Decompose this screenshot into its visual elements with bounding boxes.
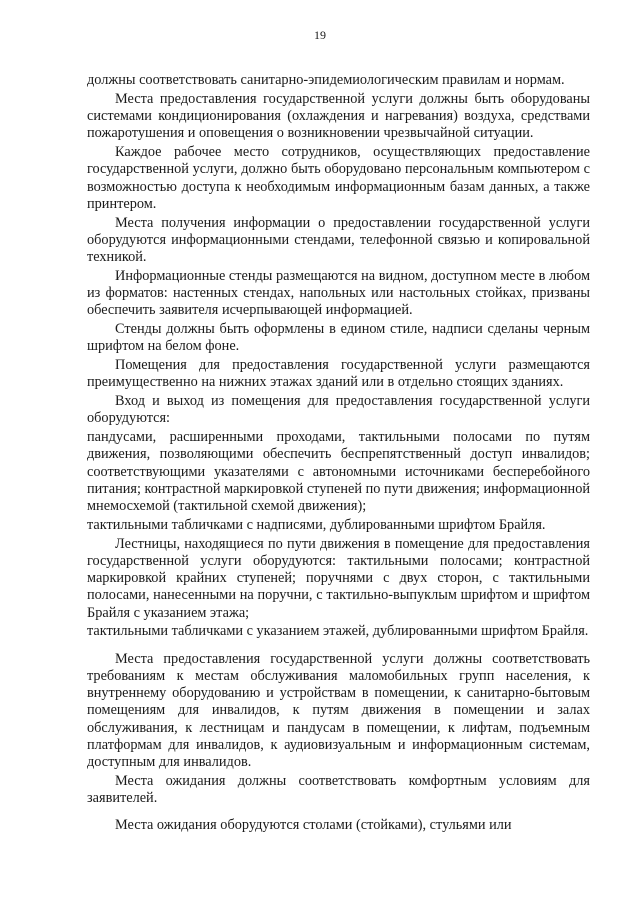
- paragraph: Информационные стенды размещаются на видном, доступном месте в любом из форматов: настенных стендах, напольных или настольных стойках, призваны обеспечить заявителя исчерпывающей информацией.: [87, 267, 590, 319]
- paragraph: Места ожидания должны соответствовать комфортным условиям для заявителей.: [87, 772, 590, 806]
- paragraph: должны соответствовать санитарно-эпидемиологическим правилам и нормам.: [87, 72, 565, 88]
- paragraph: тактильными табличками с надписями, дублированными шрифтом Брайля.: [87, 516, 546, 533]
- paragraph: Вход и выход из помещения для предоставления государственной услуги оборудуются:: [87, 393, 590, 427]
- paragraph: Лестницы, находящиеся по пути движения в помещение для предоставления государственной услуги оборудуются: тактильными полосами; контрастной маркировкой крайних ступеней; поручнями с двух сторон, с тактильными полосами, нанесенными на поручни, с тактильно-выпуклым шрифтом и шрифтом Брайля с указанием этажа;: [87, 535, 590, 621]
- paragraph: тактильными табличками с указанием этажей, дублированными шрифтом Брайля.: [87, 623, 589, 640]
- paragraph: Места получения информации о предоставлении государственной услуги оборудуются информационными стендами, телефонной связью и копировальной техникой.: [87, 214, 590, 265]
- paragraph: Каждое рабочее место сотрудников, осуществляющих предоставление государственной услуги, должно быть оборудовано персональным компьютером с возможностью доступа к необходимым информационным базам данных, а также принтером.: [87, 144, 590, 212]
- paragraph: пандусами, расширенными проходами, тактильными полосами по путям движения, позволяющими обеспечить беспрепятственный доступ инвалидов; соответствующими указателями с автономными источниками бесперебойного питания; контрастной маркировкой ступеней по пути движения; информационной мнемосхемой (тактильной схемой движения);: [87, 429, 590, 514]
- page-number: 19: [314, 28, 326, 42]
- document-body: [87, 72, 590, 836]
- paragraph: Места предоставления государственной услуги должны быть оборудованы системами кондиционирования (охлаждения и нагревания) воздуха, средствами пожаротушения и оповещения о возникновении чрезвычайной ситуации.: [87, 90, 590, 142]
- paragraph: Помещения для предоставления государственной услуги размещаются преимущественно на нижних этажах зданий или в отдельно стоящих зданиях.: [87, 357, 590, 391]
- paragraph: Места предоставления государственной услуги должны соответствовать требованиям к местам обслуживания маломобильных групп населения, к внутреннему оборудованию и устройствам в помещении, к санитарно-бытовым помещениям для инвалидов, к путям движения в помещении и залах обслуживания, к лестницам и пандусам в помещении, к лифтам, подъемным платформам для инвалидов, к аудиовизуальным и информационным системам, доступным для инвалидов.: [87, 650, 590, 770]
- paragraph: Места ожидания оборудуются столами (стойками), стульями или: [115, 817, 512, 834]
- paragraph: Стенды должны быть оформлены в едином стиле, надписи сделаны черным шрифтом на белом фоне.: [87, 321, 590, 355]
